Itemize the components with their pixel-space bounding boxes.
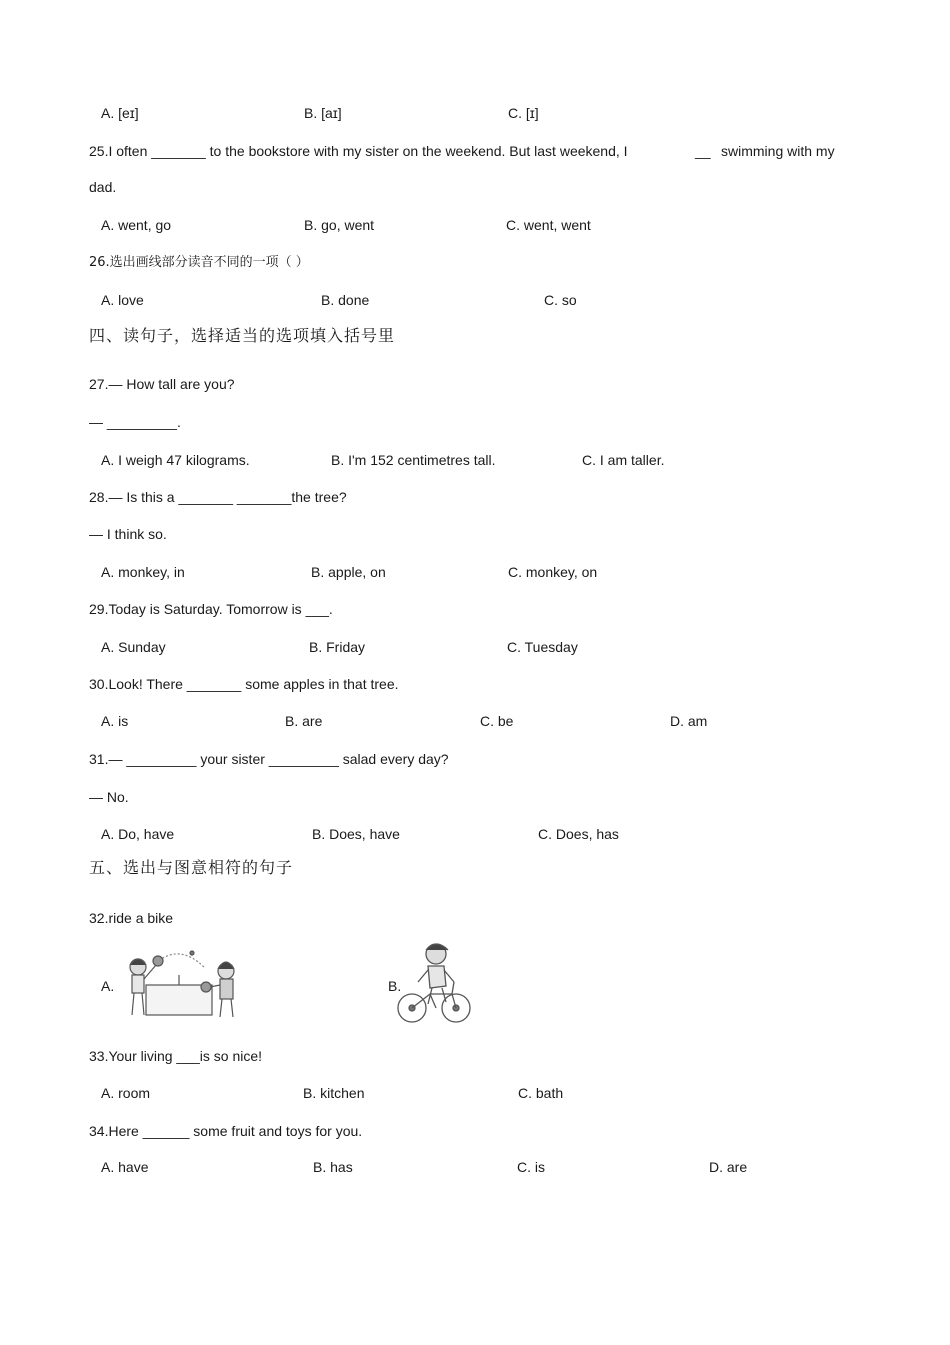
q25-stem-line2: dad. [89, 179, 117, 195]
q29-option-c: C. Tuesday [507, 639, 578, 655]
q32-stem: 32.ride a bike [89, 910, 174, 926]
q29-option-b: B. Friday [309, 639, 366, 655]
q33-option-b: B. kitchen [303, 1085, 365, 1101]
q33-stem: 33.Your living ___is so nice! [89, 1048, 263, 1064]
q31-option-c: C. Does, has [538, 826, 619, 842]
q26-option-c: C. so [544, 292, 577, 308]
q30-option-c: C. be [480, 713, 514, 729]
q28-option-b: B. apple, on [311, 564, 386, 580]
q25-blank: __ [695, 143, 711, 159]
q24-option-b: B. [aɪ] [304, 105, 342, 121]
q34-option-a: A. have [101, 1159, 149, 1175]
q27-option-c: C. I am taller. [582, 452, 665, 468]
q25-option-c: C. went, went [506, 217, 591, 233]
q30-option-d: D. am [670, 713, 708, 729]
q32-option-a: A. [101, 978, 115, 994]
q29-option-a: A. Sunday [101, 639, 166, 655]
q26-option-a: A. love [101, 292, 144, 308]
q27-option-b: B. I'm 152 centimetres tall. [331, 452, 496, 468]
q30-option-a: A. is [101, 713, 129, 729]
q27-option-a: A. I weigh 47 kilograms. [101, 452, 250, 468]
q34-option-d: D. are [709, 1159, 748, 1175]
q33-option-a: A. room [101, 1085, 151, 1101]
q30-option-b: B. are [285, 713, 323, 729]
q28-stem: 28.— Is this a _______ _______the tree? [89, 489, 347, 505]
q34-option-c: C. is [517, 1159, 545, 1175]
q31-answer-line: — No. [89, 789, 129, 805]
q33-option-c: C. bath [518, 1085, 564, 1101]
q24-option-c: C. [ɪ] [508, 105, 539, 121]
q27-stem: 27.— How tall are you? [89, 376, 235, 392]
q25-option-a: A. went, go [101, 217, 172, 233]
section-5-title: 五、选出与图意相符的句子 [89, 858, 294, 877]
q28-answer-line: — I think so. [89, 526, 167, 542]
q25-option-b: B. go, went [304, 217, 375, 233]
q25-stem-line1-end: swimming with my [721, 143, 835, 159]
q31-stem: 31.— _________ your sister _________ salad every day? [89, 751, 449, 767]
q30-stem: 30.Look! There _______ some apples in that tree. [89, 676, 399, 692]
q26-option-b: B. done [321, 292, 370, 308]
q32-option-b: B. [388, 978, 402, 994]
q34-stem: 34.Here ______ some fruit and toys for you. [89, 1123, 363, 1139]
q24-option-a: A. [eɪ] [101, 105, 139, 121]
boy-riding-bike-image [392, 938, 474, 1026]
q26-stem: 26.选出画线部分读音不同的一项（ ） [89, 255, 309, 270]
q27-answer-line: — _________. [89, 414, 181, 430]
ping-pong-kids-image [122, 945, 244, 1023]
q25-stem-line1: 25.I often _______ to the bookstore with my sister on the weekend. But last weekend, I [89, 143, 628, 159]
q28-option-a: A. monkey, in [101, 564, 185, 580]
q34-option-b: B. has [313, 1159, 353, 1175]
q31-option-a: A. Do, have [101, 826, 175, 842]
q28-option-c: C. monkey, on [508, 564, 598, 580]
section-4-title: 四、读句子，选择适当的选项填入括号里 [89, 326, 396, 345]
q29-stem: 29.Today is Saturday. Tomorrow is ___. [89, 601, 333, 617]
q31-option-b: B. Does, have [312, 826, 400, 842]
